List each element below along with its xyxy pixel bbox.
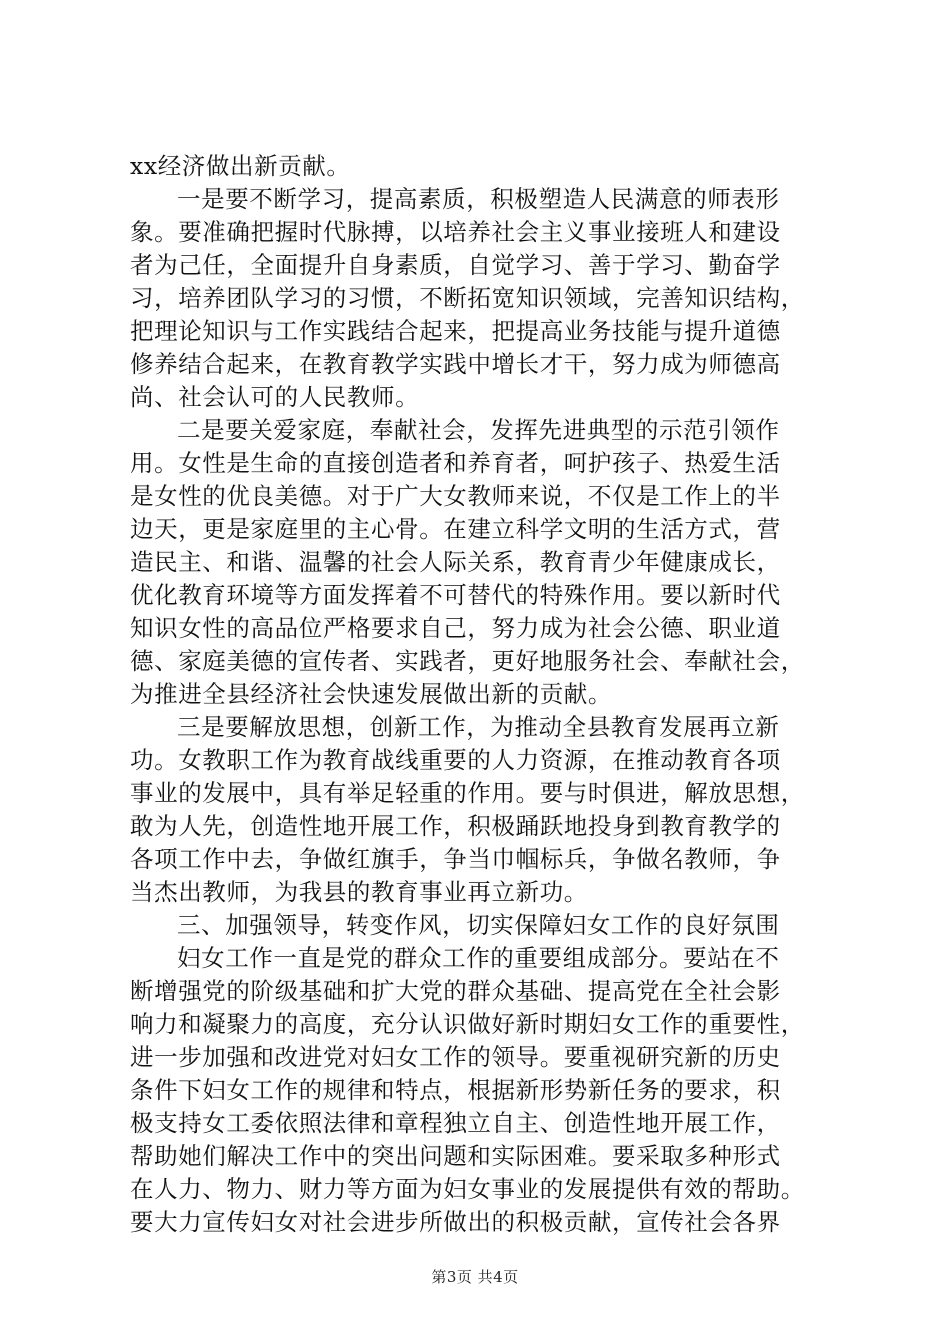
text-line: 在人力、物力、财力等方面为妇女事业的发展提供有效的帮助。 bbox=[130, 1175, 805, 1203]
text-line: 要大力宣传妇女对社会进步所做出的积极贡献，宣传社会各界 bbox=[130, 1208, 781, 1236]
text-line: 尚、社会认可的人民教师。 bbox=[130, 383, 420, 411]
text-line: 习，培养团队学习的习惯，不断拓宽知识领域，完善知识结构， bbox=[130, 284, 805, 312]
text-line: 用。女性是生命的直接创造者和养育者，呵护孩子、热爱生活 bbox=[130, 449, 781, 477]
text-line: 帮助她们解决工作中的突出问题和实际困难。要采取多种形式 bbox=[130, 1142, 781, 1170]
text-line: 进一步加强和改进党对妇女工作的领导。要重视研究新的历史 bbox=[130, 1043, 781, 1071]
text-line: 修养结合起来，在教育教学实践中增长才干，努力成为师德高 bbox=[130, 350, 781, 378]
text-line: 三、加强领导，转变作风，切实保障妇女工作的良好氛围 bbox=[177, 911, 780, 939]
text-line: 二是要关爱家庭，奉献社会，发挥先进典型的示范引领作 bbox=[177, 416, 780, 444]
text-line: 当杰出教师，为我县的教育事业再立新功。 bbox=[130, 878, 588, 906]
text-line: 优化教育环境等方面发挥着不可替代的特殊作用。要以新时代 bbox=[130, 581, 781, 609]
text-line: 一是要不断学习，提高素质，积极塑造人民满意的师表形 bbox=[177, 185, 780, 213]
text-line: 事业的发展中，具有举足轻重的作用。要与时俱进，解放思想， bbox=[130, 779, 805, 807]
text-line: 德、家庭美德的宣传者、实践者，更好地服务社会、奉献社会， bbox=[130, 647, 805, 675]
text-line: xx经济做出新贡献。 bbox=[130, 152, 351, 180]
text-line: 条件下妇女工作的规律和特点，根据新形势新任务的要求，积 bbox=[130, 1076, 781, 1104]
text-line: 造民主、和谐、温馨的社会人际关系，教育青少年健康成长， bbox=[130, 548, 781, 576]
page-footer: 第3页 共4页 bbox=[431, 1268, 519, 1286]
text-line: 断增强党的阶级基础和扩大党的群众基础、提高党在全社会影 bbox=[130, 977, 781, 1005]
text-line: 知识女性的高品位严格要求自己，努力成为社会公德、职业道 bbox=[130, 614, 781, 642]
text-line: 各项工作中去，争做红旗手，争当巾帼标兵，争做名教师，争 bbox=[130, 845, 781, 873]
text-line: 妇女工作一直是党的群众工作的重要组成部分。要站在不 bbox=[177, 944, 780, 972]
text-line: 是女性的优良美德。对于广大女教师来说，不仅是工作上的半 bbox=[130, 482, 781, 510]
text-line: 功。女教职工作为教育战线重要的人力资源，在推动教育各项 bbox=[130, 746, 781, 774]
text-line: 敢为人先，创造性地开展工作，积极踊跃地投身到教育教学的 bbox=[130, 812, 781, 840]
text-line: 象。要准确把握时代脉搏，以培养社会主义事业接班人和建设 bbox=[130, 218, 781, 246]
text-line: 极支持女工委依照法律和章程独立自主、创造性地开展工作， bbox=[130, 1109, 781, 1137]
text-line: 为推进全县经济社会快速发展做出新的贡献。 bbox=[130, 680, 612, 708]
text-line: 响力和凝聚力的高度，充分认识做好新时期妇女工作的重要性， bbox=[130, 1010, 805, 1038]
text-line: 把理论知识与工作实践结合起来，把提高业务技能与提升道德 bbox=[130, 317, 781, 345]
text-line: 者为己任，全面提升自身素质，自觉学习、善于学习、勤奋学 bbox=[130, 251, 781, 279]
text-line: 三是要解放思想，创新工作，为推动全县教育发展再立新 bbox=[177, 713, 780, 741]
document-body bbox=[130, 150, 830, 1239]
text-line: 边天，更是家庭里的主心骨。在建立科学文明的生活方式，营 bbox=[130, 515, 781, 543]
